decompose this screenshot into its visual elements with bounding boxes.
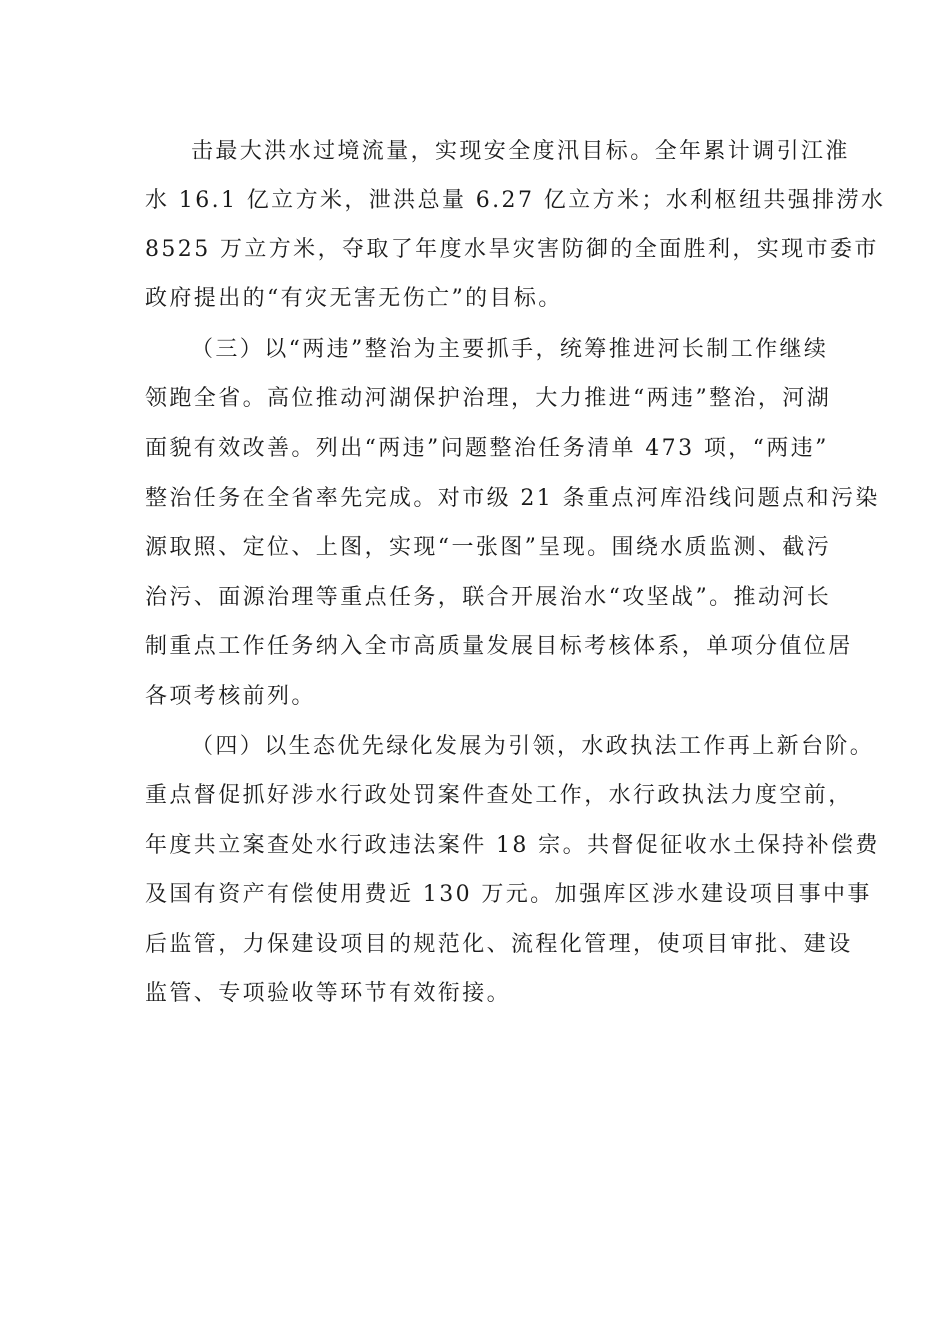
text-line: 水 16.1 亿立方米，泄洪总量 6.27 亿立方米；水利枢纽共强排涝水	[145, 188, 886, 213]
text-line: 领跑全省。高位推动河湖保护治理，大力推进“两违”整治，河湖	[145, 386, 832, 411]
text-line: 整治任务在全省率先完成。对市级 21 条重点河库沿线问题点和污染	[145, 486, 880, 511]
text-line: 8525 万立方米，夺取了年度水旱灾害防御的全面胜利，实现市委市	[145, 237, 879, 262]
text-line: 治污、面源治理等重点任务，联合开展治水“攻坚战”。推动河长	[145, 585, 832, 610]
text-line: 及国有资产有偿使用费近 130 万元。加强库区涉水建设项目事中事	[145, 882, 872, 907]
text-line: 年度共立案查处水行政违法案件 18 宗。共督促征收水土保持补偿费	[145, 833, 880, 858]
text-line: （四）以生态优先绿化发展为引领，水政执法工作再上新台阶。	[191, 734, 875, 759]
text-line: 面貌有效改善。列出“两违”问题整治任务清单 473 项，“两违”	[145, 436, 829, 461]
text-line: 政府提出的“有灾无害无伤亡”的目标。	[145, 286, 563, 311]
text-line: 击最大洪水过境流量，实现安全度汛目标。全年累计调引江淮	[191, 139, 850, 164]
text-line: 后监管，力保建设项目的规范化、流程化管理，使项目审批、建设	[145, 932, 853, 957]
text-line: 监管、专项验收等环节有效衔接。	[145, 981, 512, 1006]
text-line: 源取照、定位、上图，实现“一张图”呈现。围绕水质监测、截污	[145, 535, 832, 560]
text-line: （三）以“两违”整治为主要抓手，统筹推进河长制工作继续	[191, 337, 829, 362]
text-line: 各项考核前列。	[145, 684, 316, 709]
text-line: 重点督促抓好涉水行政处罚案件查处工作，水行政执法力度空前，	[145, 783, 853, 808]
text-line: 制重点工作任务纳入全市高质量发展目标考核体系，单项分值位居	[145, 634, 853, 659]
